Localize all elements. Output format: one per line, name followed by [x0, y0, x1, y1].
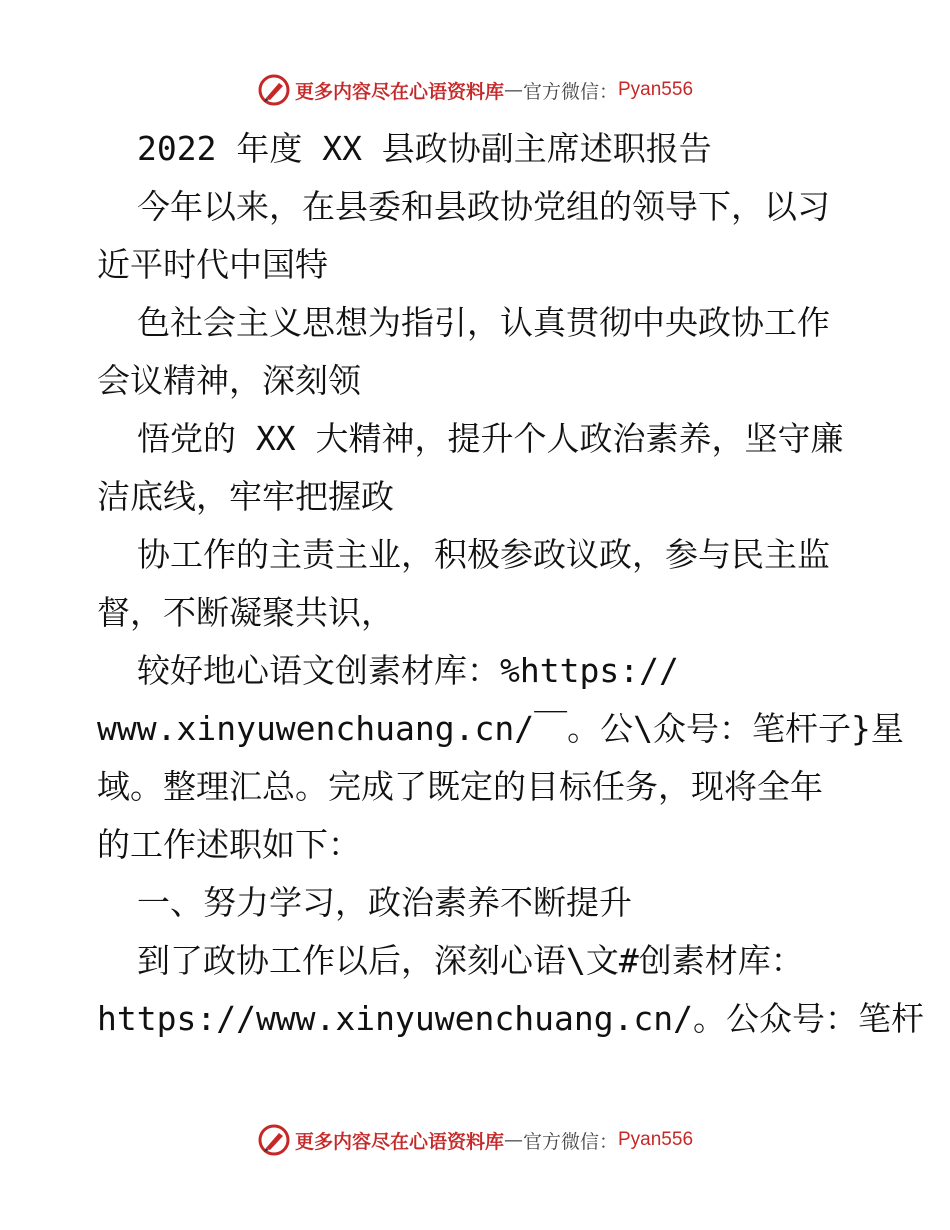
paragraph-line: 督，不断凝聚共识，	[97, 593, 394, 632]
pen-logo-icon	[257, 1123, 291, 1157]
footer-brand-text: 更多内容尽在心语资料库	[294, 1130, 504, 1153]
document-body	[97, 120, 925, 1048]
header-banner	[0, 70, 950, 110]
paragraph-line: 近平时代中国特	[97, 245, 328, 284]
pen-logo-icon	[257, 73, 291, 107]
footer-separator: —	[503, 1129, 523, 1151]
paragraph-line: 色社会主义思想为指引，认真贯彻中央政协工作	[137, 303, 830, 342]
section-heading: 一、努力学习，政治素养不断提升	[137, 883, 632, 922]
paragraph-line: 较好地心语文创素材库：%https://	[137, 651, 679, 690]
document-title: 2022 年度 XX 县政协副主席述职报告	[137, 129, 712, 168]
paragraph-line: www.xinyuwenchuang.cn/￣。公\众号：笔杆子}星	[97, 709, 904, 748]
paragraph-line: 会议精神，深刻领	[97, 361, 361, 400]
header-brand-text: 更多内容尽在心语资料库	[294, 80, 504, 103]
footer-banner	[0, 1120, 950, 1160]
footer-wechat-handle: Pyan556	[618, 1129, 694, 1150]
paragraph-line: 今年以来，在县委和县政协党组的领导下，以习	[137, 187, 830, 226]
header-separator: —	[503, 79, 523, 101]
header-contact-label: 官方微信：	[522, 80, 618, 103]
paragraph-line: 的工作述职如下：	[97, 825, 361, 864]
header-wechat-handle: Pyan556	[618, 79, 694, 100]
paragraph-line: https://www.xinyuwenchuang.cn/。公众号：笔杆	[97, 999, 925, 1038]
paragraph-line: 洁底线，牢牢把握政	[97, 477, 394, 516]
paragraph-line: 悟党的 XX 大精神，提升个人政治素养，坚守廉	[137, 419, 844, 458]
paragraph-line: 到了政协工作以后，深刻心语\文#创素材库：	[137, 941, 804, 980]
paragraph-line: 协工作的主责主业，积极参政议政，参与民主监	[137, 535, 830, 574]
footer-contact-label: 官方微信：	[522, 1130, 618, 1153]
paragraph-line: 域。整理汇总。完成了既定的目标任务，现将全年	[97, 767, 823, 806]
